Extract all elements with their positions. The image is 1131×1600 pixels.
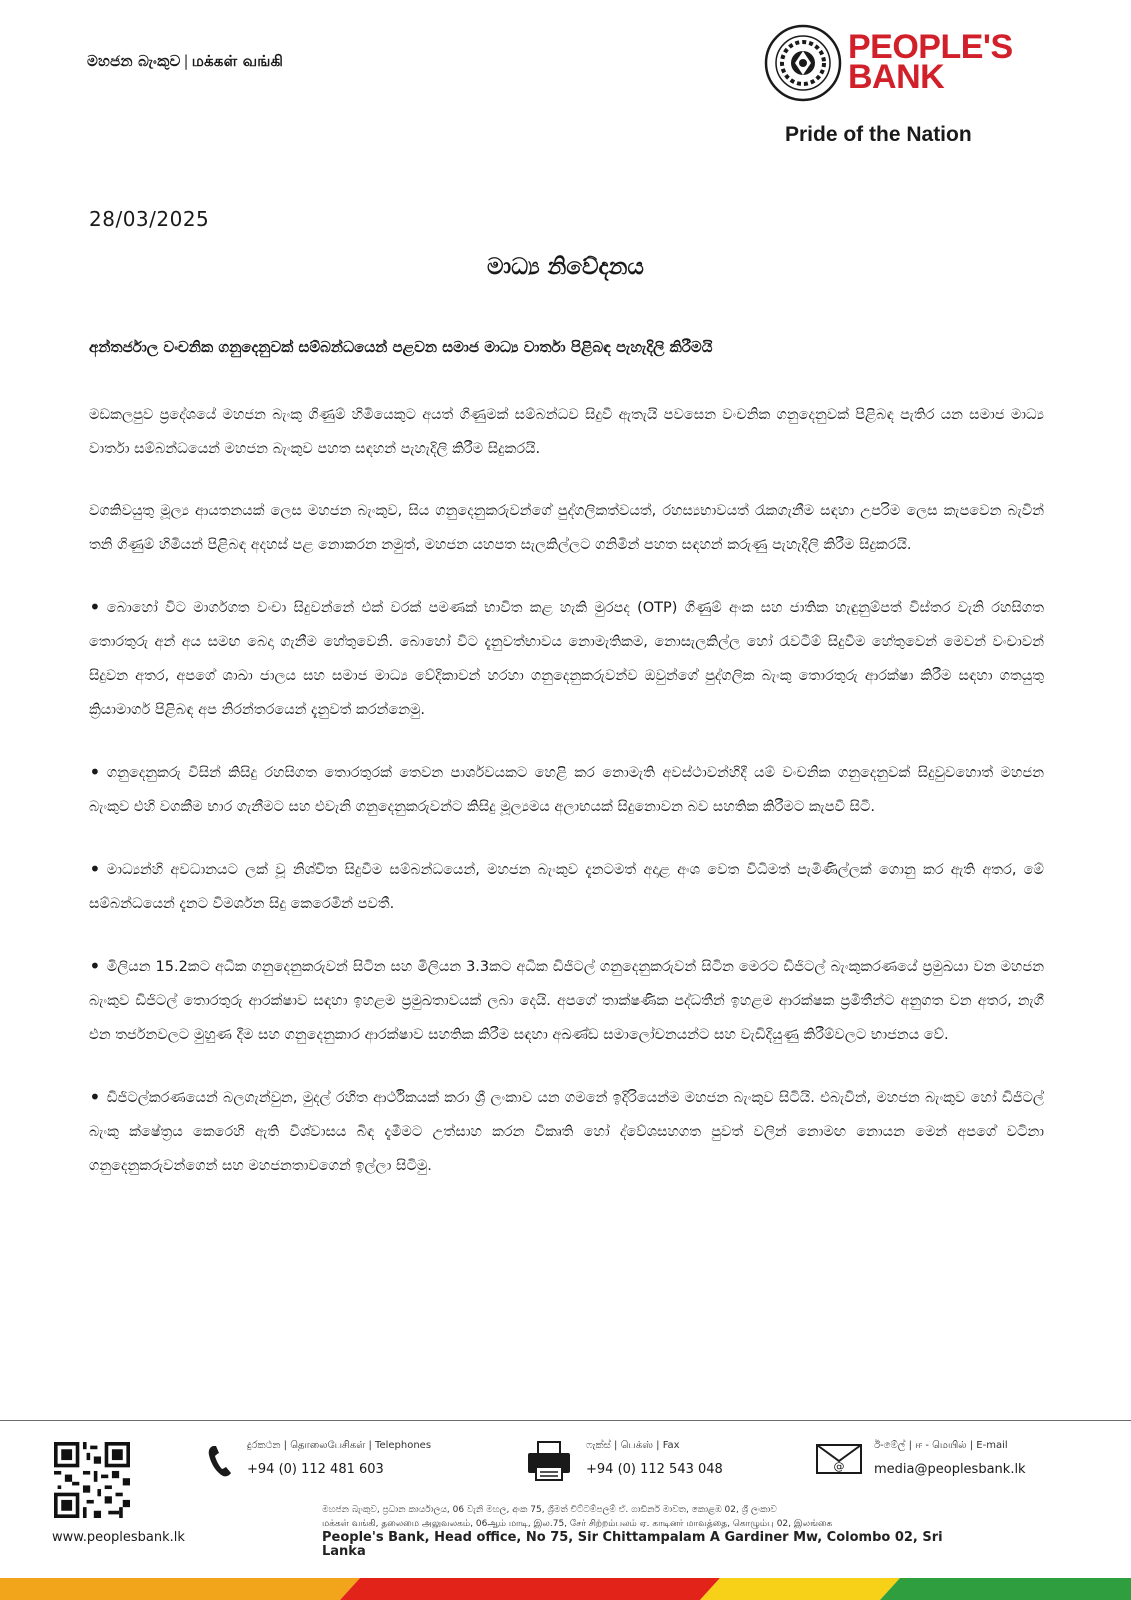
bullet-text: බොහෝ විට මාර්ගගත වංචා සිදුවන්නේ එක් වරක් පමණක් භාවිත කළ හැකි මුරපද (OTP) ගිණුම් අංක සහ ජාතික හැඳුනුම්පත් විස්තර වැනි රහසිගත තොරතුරු අන් අය සමඟ බෙදා ගැනීම හේතුවෙනි. බොහෝ විට දැනුවත්භාවය නොමැතිකම, නොසැලකිල්ල හෝ රැවටීම් සිදුවීම හේතුවෙන් මෙවන් වංචාවන් සිදුවන අතර, අපගේ ශාඛා ජාලය සහ සමාජ මාධ්‍ය වේදිකාවන් හරහා ගනුදෙනුකරුවන්ව ඔවුන්ගේ පුද්ගලික බැංකු තොරතුරු ආරක්ෂා කිරීම සඳහා ගතයුතු ක්‍රියාමාර්ග පිළිබඳ අප නිරන්තරයෙන් දැනුවත් කරන්නෙමු.	[89, 600, 1044, 718]
telephone-contact	[207, 1440, 467, 1490]
fax-label: ෆැක්ස් | பெக்ஸ் | Fax	[586, 1440, 680, 1451]
stripe-segment-orange	[0, 1578, 360, 1600]
stripe-segment-red	[340, 1578, 720, 1600]
fax-contact	[526, 1440, 786, 1490]
bullet-text: ගනුදෙනුකරු විසින් කිසිදු රහසිගත තොරතුරක් තෙවන පාර්ශවයකට හෙළි කර නොමැති අවස්ථාවන්හිදී යම් වංචනික ගනුදෙනුවක් සිදුවුවහොත් මහජන බැංකුව එහි වගකීම භාර ගැනීමට සහ එවැනි ගනුදෙනුකරුවන්ට කිසිදු මූල්‍යමය අලාභයක් සිදුනොවන බව සහතික කිරීමට කැපවී සිටී.	[89, 765, 1044, 815]
header-separator: |	[183, 52, 189, 70]
address-english: People's Bank, Head office, No 75, Sir Chittampalam A Gardiner Mw, Colombo 02, Sri Lanka	[322, 1530, 943, 1559]
head-office-address	[322, 1503, 972, 1559]
brand-color-stripe	[0, 1578, 1131, 1600]
phone-icon	[207, 1444, 233, 1478]
website-link[interactable]: www.peoplesbank.lk	[52, 1530, 185, 1545]
release-date: 28/03/2025	[89, 207, 210, 231]
bullet-paragraph	[89, 755, 1044, 824]
brand-wordmark	[848, 28, 1013, 96]
document-subject: අන්තර්ජාල වංචනික ගනුදෙනුවක් සම්බන්ධයෙන් පළවන සමාජ මාධ්‍ය වාර්තා පිළිබඳ පැහැදිලි කිරීමයි	[89, 338, 713, 356]
brand-line-1: PEOPLE'S	[848, 28, 1013, 66]
bullet-text: ඩිජිටල්කරණයෙන් බලගැන්වුන, මුදල් රහිත ආර්ථිකයක් කරා ශ්‍රී ලංකාව යන ගමනේ ඉදිරියෙන්ම මහජන බැංකුව සිටියි. එබැවින්, මහජන බැංකුව හෝ ඩිජිටල් බැංකු ක්ෂේත්‍රය කෙරෙහි ඇති විශ්වාසය බිඳ දැමීමට උත්සාහ කරන විකෘති හෝ ද්වේශසහගත පුවත් වලින් නොමඟ නොයන මෙන් අපගේ වටිනා ගනුදෙනුකරුවන්ගෙන් සහ මහජනතාවගෙන් ඉල්ලා සිටිමු.	[89, 1090, 1044, 1174]
email-label: ඊ-මේල් | ஈ - மெயில் | E-mail	[874, 1440, 1008, 1451]
brand-line-2: BANK	[848, 58, 945, 96]
bullet-text: මිලියන 15.2කට අධික ගනුදෙනුකරුවන් සිටින සහ මිලියන 3.3කට අධික ඩිජිටල් ගනුදෙනුකරුවන් සිටින මෙරට ඩිජිටල් බැංකුකරණයේ ප්‍රමුඛයා වන මහජන බැංකුව ඩිජිටල් තොරතුරු ආරක්ෂාව සඳහා ඉහළම ප්‍රමුඛතාවයක් ලබා දෙයි. අපගේ තාක්ෂණික පද්ධතීන් ඉහළම ආරක්ෂක ප්‍රමිතීන්ට අනුගත වන අතර, නැගී එන තර්ජනවලට මුහුණ දීම සහ ගනුදෙනුකාර ආරක්ෂාව සහතික කිරීම සඳහා අඛණ්ඩ සමාලෝචනයන්ට සහ වැඩිදියුණු කිරීම්වලට භාජනය වේ.	[89, 959, 1044, 1043]
bank-name-sinhala: මහජන බැංකුව	[87, 52, 181, 70]
bullet-paragraph	[89, 1080, 1044, 1183]
brand-tagline: Pride of the Nation	[785, 123, 972, 146]
bullet-text: මාධ්‍යන්හි අවධානයට ලක් වූ නිශ්චිත සිදුවීම සම්බන්ධයෙන්, මහජන බැංකුව දැනටමත් අදාළ අංශ වෙත විධිමත් පැමිණිල්ලක් ගොනු කර ඇති අතර, මේ සම්බන්ධයෙන් දැනට විමර්ශන සිදු කෙරෙමින් පවතී.	[89, 862, 1044, 912]
telephone-label: දුරකථන | தொலைபேசிகள் | Telephones	[247, 1440, 432, 1451]
bullet-paragraph	[89, 949, 1044, 1052]
stripe-segment-yellow	[700, 1578, 900, 1600]
peoples-bank-logo	[764, 24, 1024, 144]
email-address[interactable]: media@peoplesbank.lk	[874, 1462, 1026, 1477]
bank-name-tamil: மக்கள் வங்கி	[191, 52, 284, 70]
footer-divider	[0, 1420, 1131, 1421]
svg-text:@: @	[833, 1460, 845, 1473]
document-title: මාධ්‍ය නිවේදනය	[487, 254, 644, 280]
bullet-paragraph	[89, 590, 1044, 727]
fax-number[interactable]: +94 (0) 112 543 048	[586, 1462, 723, 1477]
bullet-paragraph	[89, 852, 1044, 921]
press-release-body	[89, 398, 1044, 1211]
email-icon	[816, 1444, 862, 1474]
bank-seal-icon	[764, 24, 842, 102]
bank-name-header	[87, 52, 283, 72]
stripe-segment-green	[880, 1578, 1131, 1600]
telephone-number[interactable]: +94 (0) 112 481 603	[247, 1462, 384, 1477]
email-contact	[816, 1440, 1086, 1490]
paragraph: මඩකලපුව ප්‍රදේශයේ මහජන බැංකු ගිණුම් හිමියෙකුට අයත් ගිණුමක් සම්බන්ධව සිදුවී ඇතැයි පවසෙන වංචනික ගනුදෙනුවක් පිළිබඳ පැතිර යන සමාජ මාධ්‍ය වාර්තා සම්බන්ධයෙන් මහජන බැංකුව පහත සඳහන් පැහැදිලි කිරීම සිදුකරයි.	[89, 407, 1044, 457]
address-tamil: மக்கள் வங்கி, தலைமை அலுவலகம், 06ஆம் மாடி, இல.75, சேர் சிற்றம்பலம் ஏ. காடினர் மாவத்தை, கொழும்பு 02, இலங்கை	[322, 1519, 833, 1529]
fax-icon	[526, 1440, 572, 1482]
paragraph: වගකිවයුතු මූල්‍ය ආයතනයක් ලෙස මහජන බැංකුව, සිය ගනුදෙනුකරුවන්ගේ පුද්ගලිකත්වයත්, රහස්‍යභාවයත් රැකගැනීම සඳහා උපරිම ලෙස කැපවෙන බැවින් තනි ගිණුම් හිමියන් පිළිබඳ අදහස් පළ නොකරන නමුත්, මහජන යහපත සැලකිල්ලට ගනිමින් පහත සඳහන් කරුණු පැහැදිලි කිරීම සිදුකරයි.	[89, 503, 1044, 553]
qr-code-icon	[54, 1442, 130, 1518]
address-sinhala: මහජන බැංකුව, ප්‍රධාන කාර්යාලය, 06 වැනි මහල, අංක 75, ශ්‍රීමත් චිට්ටම්පලම් ඒ. ගාඩිනර් මාවත, කොළඹ 02, ශ්‍රී ලංකාව	[322, 1505, 777, 1515]
